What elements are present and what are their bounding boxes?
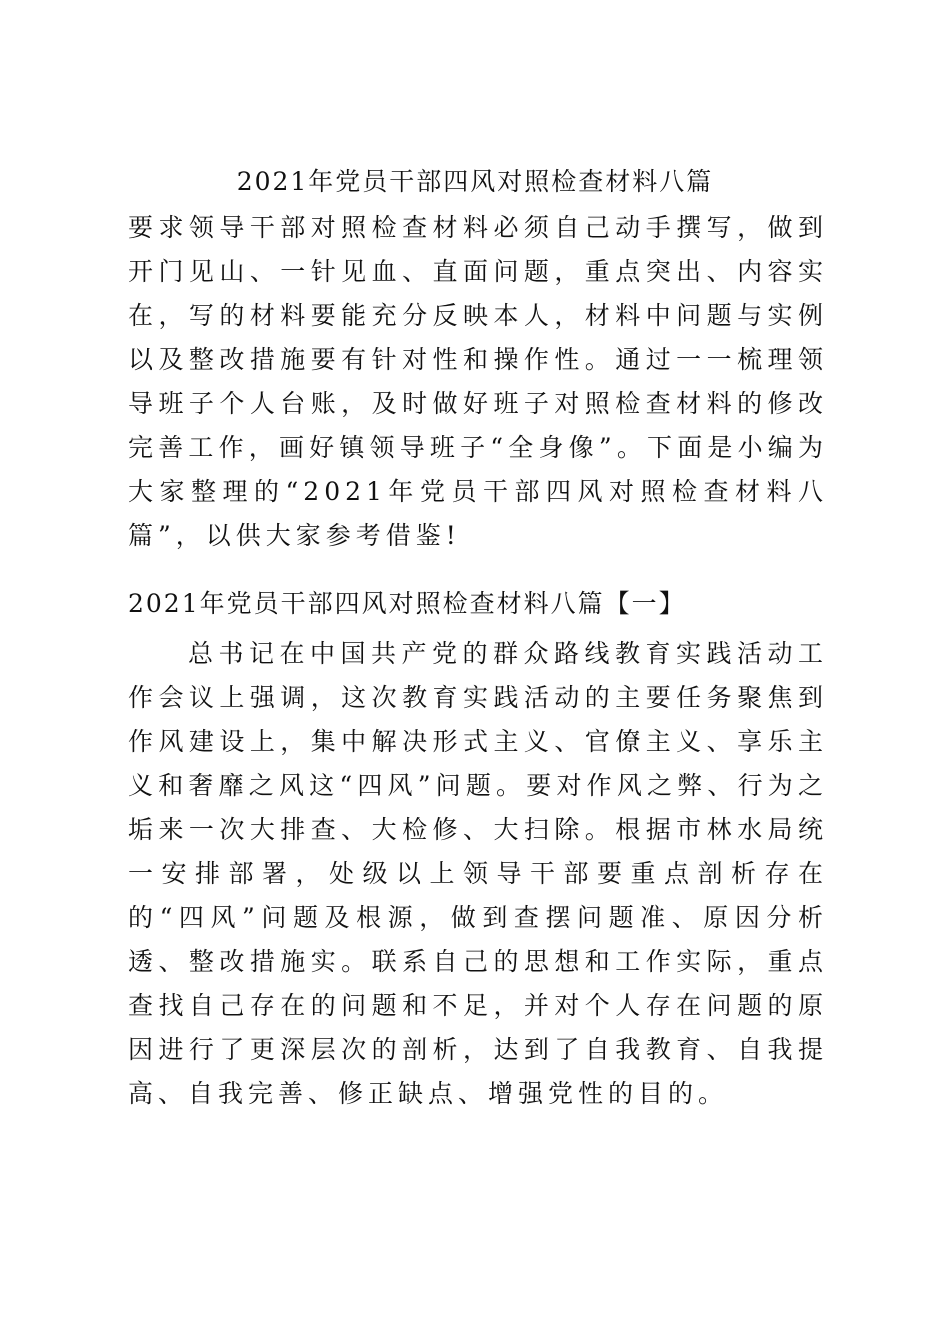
section-one-paragraph: 总书记在中国共产党的群众路线教育实践活动工作会议上强调，这次教育实践活动的主要任务聚焦到作风建设上，集中解决形式主义、官僚主义、享乐主义和奢靡之风这“四风”问题。要对作风之弊、行为之垢来一次大排查、大检修、大扫除。根据市林水局统一安排部署，处级以上领导干部要重点剖析存在的“四风”问题及根源，做到查摆问题准、原因分析透、整改措施实。联系自己的思想和工作实际，重点查找自己存在的问题和不足，并对个人存在问题的原因进行了更深层次的剖析，达到了自我教育、自我提高、自我完善、修正缺点、增强党性的目的。	[128, 639, 828, 1108]
intro-paragraph: 要求领导干部对照检查材料必须自己动手撰写，做到开门见山、一针见血、直面问题，重点突出、内容实在，写的材料要能充分反映本人，材料中问题与实例以及整改措施要有针对性和操作性。通过一一梳理领导班子个人台账，及时做好班子对照检查材料的修改完善工作，画好镇领导班子“全身像”。下面是小编为大家整理的“2021年党员干部四风对照检查材料八篇”，以供大家参考借鉴!	[128, 213, 828, 550]
section-one-heading: 2021年党员干部四风对照检查材料八篇【一】	[128, 589, 686, 618]
document-title: 2021年党员干部四风对照检查材料八篇	[236, 167, 714, 196]
